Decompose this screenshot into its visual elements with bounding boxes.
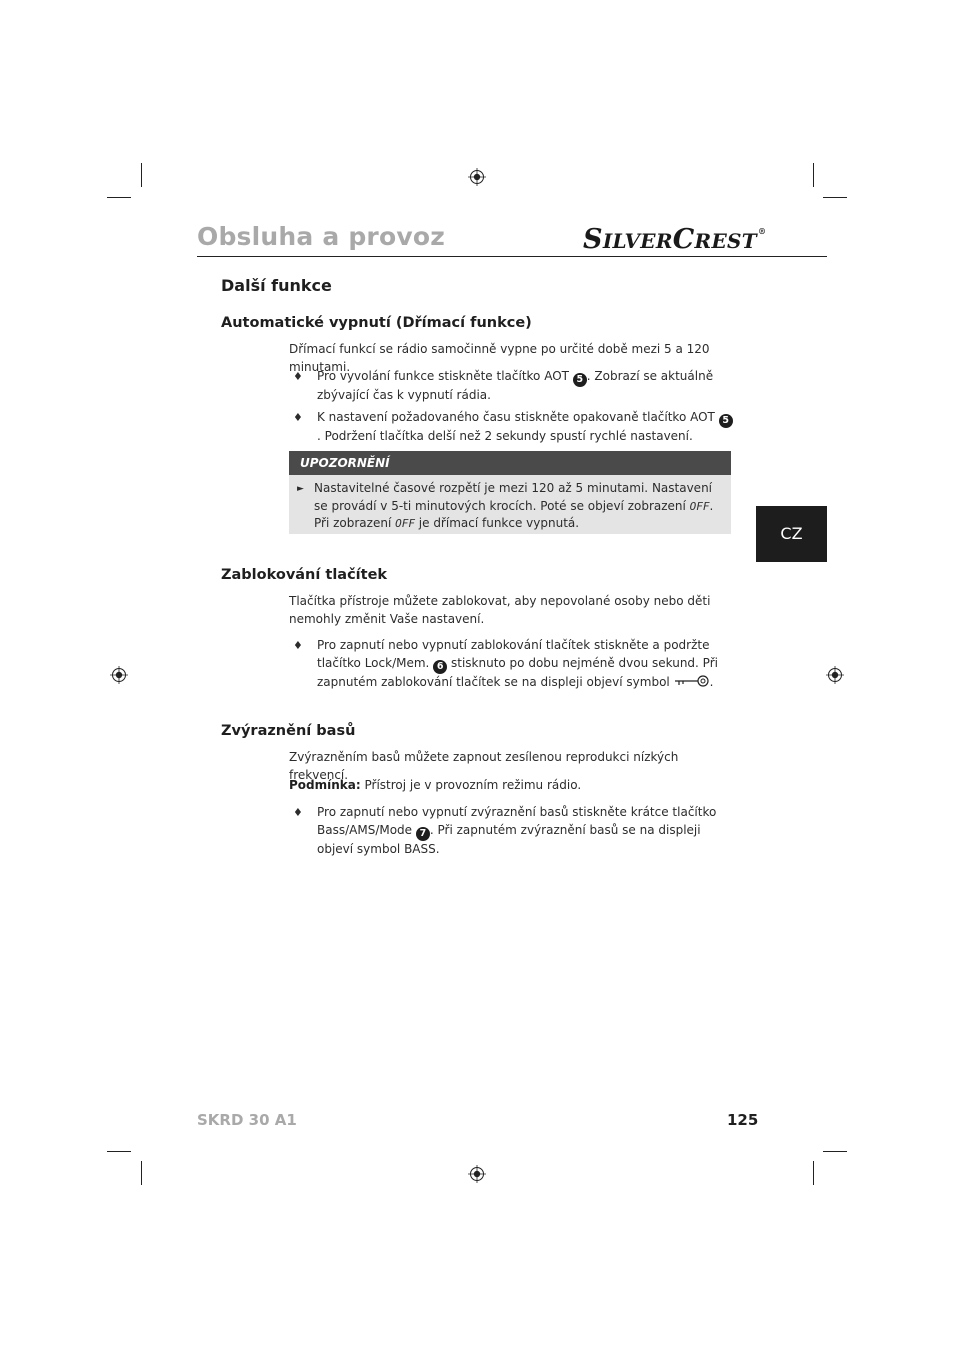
list-item: ♦ Pro vyvolání funkce stiskněte tlačítko AOT 5 . Zobrazí se aktuálně zbývající čas k vypnutí rádia. <box>293 369 714 402</box>
crop-mark <box>823 197 847 198</box>
brand-logo: SILVERCREST® <box>583 224 767 255</box>
list-item: ♦ Pro zapnutí nebo vypnutí zvýraznění basů stiskněte krátce tlačítko Bass/AMS/Mode 7 . Při zapnutém zvýraznění basů se na displeji objeví symbol BASS. <box>293 805 717 856</box>
crop-mark <box>823 1151 847 1152</box>
list-item: ♦ Pro zapnutí nebo vypnutí zablokování tlačítek stiskněte a podržte tlačítko Lock/Mem. 6 stisknuto po dobu nejméně dvou sekund. Při zapnutém zablokování tlačítek se na displeji objeví symbol . <box>293 638 718 689</box>
note-header: UPOZORNĚNÍ <box>289 451 731 475</box>
crop-mark <box>107 1151 131 1152</box>
crop-mark <box>107 197 131 198</box>
page-number: 125 <box>727 1111 759 1129</box>
button-number-badge: 7 <box>416 827 430 841</box>
button-number-badge: 5 <box>573 373 587 387</box>
crop-mark <box>141 163 142 187</box>
display-off-symbol: OFF <box>395 517 415 530</box>
key-icon <box>674 674 710 688</box>
page-title: Obsluha a provoz <box>197 222 445 251</box>
bass-intro: Zvýrazněním basů můžete zapnout zesílenou reprodukci nízkých frekvencí. <box>289 750 679 782</box>
arrow-right-icon: ► <box>297 484 304 494</box>
list-item: ♦ K nastavení požadovaného času stiskněte opakovaně tlačítko AOT 5. Podržení tlačítka delší než 2 sekundy spustí rychlé nastavení. <box>289 409 734 446</box>
registration-mark-icon <box>826 666 844 684</box>
registration-mark-icon <box>468 1165 486 1183</box>
crop-mark <box>141 1161 142 1185</box>
sleep-intro: Dřímací funkcí se rádio samočinně vypne po určité době mezi 5 a 120 minutami. <box>289 342 710 374</box>
header-rule <box>197 256 827 257</box>
note-body: ► Nastavitelné časové rozpětí je mezi 120 až 5 minutami. Nastavení se provádí v 5-ti minutových krocích. Poté se objeví zobrazení OFF. Při zobrazení OFF je dřímací funkce vypnutá. <box>289 475 731 534</box>
bass-condition: Podmínka: Přístroj je v provozním režimu rádio. <box>289 778 582 792</box>
section-title: Další funkce <box>221 276 332 295</box>
bass-heading: Zvýraznění basů <box>221 723 356 739</box>
registration-mark-icon <box>110 666 128 684</box>
crop-mark <box>813 1161 814 1185</box>
display-off-symbol: OFF <box>689 499 710 513</box>
button-number-badge: 5 <box>719 414 733 428</box>
crop-mark <box>813 163 814 187</box>
language-tab: CZ <box>756 506 827 562</box>
sleep-heading: Automatické vypnutí (Dřímací funkce) <box>221 315 532 331</box>
footer-model: SKRD 30 A1 <box>197 1111 297 1129</box>
button-number-badge: 6 <box>433 660 447 674</box>
registration-mark-icon <box>468 168 486 186</box>
lock-intro: Tlačítka přístroje můžete zablokovat, aby nepovolané osoby nebo děti nemohly změnit Vaše nastavení. <box>289 594 711 626</box>
lock-heading: Zablokování tlačítek <box>221 567 388 583</box>
